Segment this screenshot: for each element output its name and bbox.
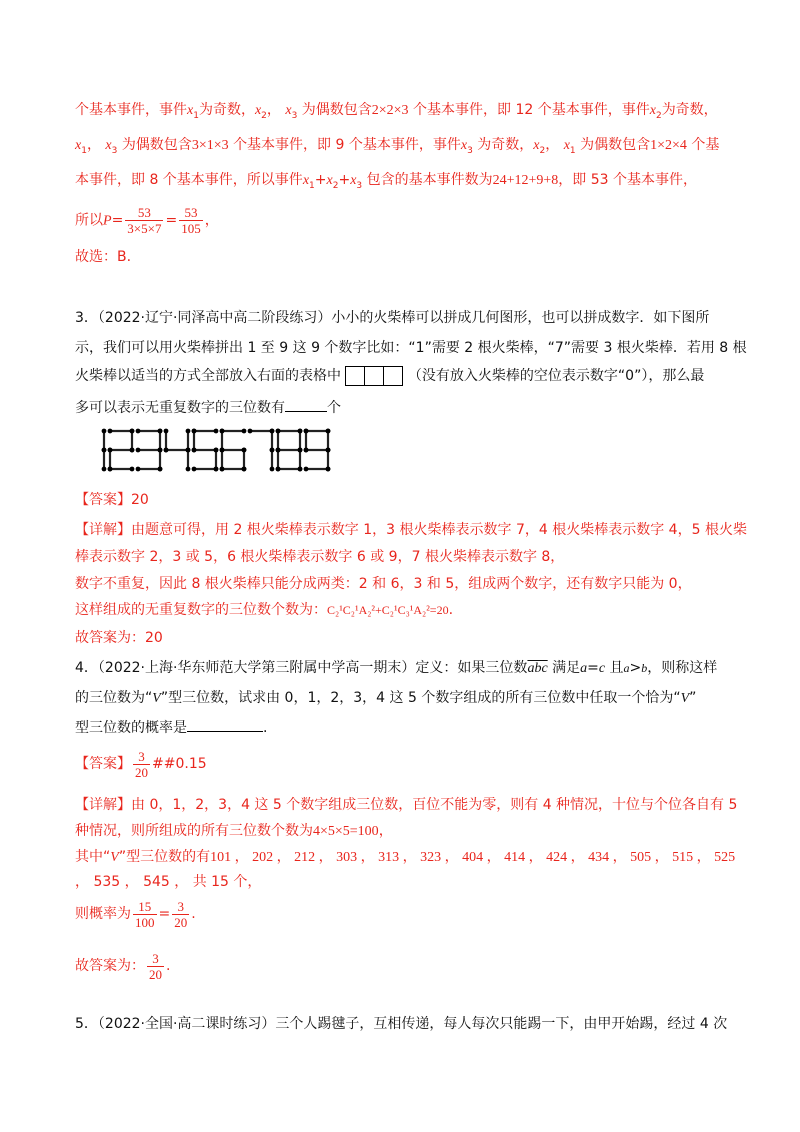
q3-detail-line-1: 【详解】由题意可得，用 2 根火柴棒表示数字 1，3 根火柴棒表示数字 7，4 根火柴棒表示数字 4，5 根火柴 xyxy=(75,522,747,538)
denominator: 20 xyxy=(174,914,188,930)
text: 包含的基本事件数为 xyxy=(366,172,493,188)
matchstick-head xyxy=(192,448,197,453)
matchstick-head xyxy=(214,429,219,434)
q4-answer xyxy=(75,748,207,780)
answer-blank xyxy=(285,411,327,412)
q4-final: 故答案为： $\frac{3}{20}$ . xyxy=(75,950,171,982)
text: ，即 53 个基本事件， xyxy=(558,172,697,188)
matchstick-head xyxy=(192,429,197,434)
text: ” xyxy=(689,690,697,706)
matchstick-head xyxy=(108,429,113,434)
text: 满足 xyxy=(552,660,581,676)
matchstick-digit-8 xyxy=(276,429,303,472)
fraction xyxy=(172,899,189,930)
q4-probability: 则概率为 $\frac{15}{100}$ = $\frac{3}{20}$ . xyxy=(75,898,196,930)
matchstick-head xyxy=(242,467,247,472)
text: 为偶数包含 xyxy=(580,137,651,153)
matchstick-head xyxy=(186,448,191,453)
matchstick-head xyxy=(164,448,169,453)
q4-detail-line-4: ， 535 ， 545 ， 共 15 个， xyxy=(75,874,262,890)
numerator: 53 xyxy=(179,205,203,221)
text: 【答案】 xyxy=(75,756,131,772)
matchstick-head xyxy=(220,448,225,453)
denominator: 20 xyxy=(135,764,148,780)
text: 为奇数， xyxy=(198,102,255,118)
q4-detail-line-3: 其中“V”型三位数的有101 ， 202 ， 212 ， 303 ， 313 ， 323 ， 404 ， 414 ， 424 ， 434 ， 505 ， 515 ， 525 xyxy=(75,849,736,865)
text: 为偶数包含 xyxy=(121,137,192,153)
matchstick-digit-5 xyxy=(192,429,219,472)
q2-probability: 所以P= $\frac{53}{3\times 5\times 7}$ = $\frac{53}{105}$ ， xyxy=(75,205,219,236)
matchstick-digit-7 xyxy=(248,429,275,472)
matchstick-head xyxy=(158,429,163,434)
matchstick-head xyxy=(136,448,141,453)
matchstick-head xyxy=(136,467,141,472)
matchstick-head xyxy=(298,448,303,453)
number-list: 101 ， 202 ， 212 ， 303 ， 313 ， 323 ， 404 ， 414 ， 424 ， 434 ， 505 ， 515 ， 525 xyxy=(210,850,736,865)
answer-blank xyxy=(187,731,263,732)
text: 型三位数的概率是 xyxy=(75,720,187,736)
matchstick-digit-1 xyxy=(102,429,107,472)
matchstick-head xyxy=(304,467,309,472)
fraction xyxy=(179,205,203,236)
numerator: 3 xyxy=(172,899,189,915)
matchstick-head xyxy=(130,467,135,472)
text: ”型三位数的有 xyxy=(118,849,211,865)
text: 种情况，则所组成的所有三位数个数为 xyxy=(75,823,313,839)
text: 个基本事件，即 9 个基本事件，事件 xyxy=(233,137,461,153)
denominator: 3×5×7 xyxy=(127,221,162,236)
text: 多可以表示无重复数字的三位数有 xyxy=(75,400,285,416)
numerator: 15 xyxy=(133,899,157,915)
text: 其中“ xyxy=(75,849,111,865)
text: 所以 xyxy=(75,212,103,229)
text: 4．（2022·上海·华东师范大学第三附属中学高一期末）定义：如果三位数 xyxy=(75,660,528,676)
q2-answer: 故选：B. xyxy=(75,249,132,265)
q3-detail-line-3: 数字不重复，因此 8 根火柴棒只能分成两类：2 和 6，3 和 5，组成两个数字，还有数字只能为 0， xyxy=(75,576,692,592)
q3-stem-line-2: 示，我们可以用火柴棒拼出 1 至 9 这 9 个数字比如：“1”需要 2 根火柴棒，“7”需要 3 根火柴棒．若用 8 根 xyxy=(75,340,747,356)
matchstick-head xyxy=(276,467,281,472)
matchstick-head xyxy=(108,448,113,453)
matchstick-head xyxy=(102,467,107,472)
numerator: 53 xyxy=(125,205,163,221)
matchstick-head xyxy=(136,429,141,434)
text: 则概率为 xyxy=(75,906,131,922)
text: 故答案为： xyxy=(75,958,145,974)
q3-answer: 【答案】20 xyxy=(75,492,149,508)
q3-detail-line-4: 这样组成的无重复数字的三位数个数为：C₂¹C₂¹A₂²+C₂¹C₃¹A₂²=20. xyxy=(75,602,454,618)
q4-detail-line-2: 种情况，则所组成的所有三位数个数为4×5×5=100， xyxy=(75,823,393,839)
text: 个基 xyxy=(691,137,720,153)
text: 个 xyxy=(327,400,341,416)
matchstick-digits-figure xyxy=(80,428,340,476)
q2-solution-line-3: 本事件，即 8 个基本事件，所以事件$x_1+x_2+x_3$ 包含的基本事件数为24+12+9+8，即 53 个基本事件， xyxy=(75,172,697,191)
text: 个基本事件，即 12 个基本事件，事件 xyxy=(413,102,650,118)
three-cell-table xyxy=(345,366,403,386)
matchstick-digit-6 xyxy=(220,429,247,472)
matchstick-head xyxy=(214,467,219,472)
matchstick-head xyxy=(158,448,163,453)
matchstick-head xyxy=(248,429,253,434)
q3-detail-line-2: 棒表示数字 2，3 或 5，6 根火柴棒表示数字 6 或 9，7 根火柴棒表示数字 8， xyxy=(75,549,565,565)
matchstick-head xyxy=(304,429,309,434)
count-formula: 4×5×5=100 xyxy=(313,824,379,839)
matchstick-head xyxy=(220,467,225,472)
matchstick-head xyxy=(186,467,191,472)
matchstick-head xyxy=(102,429,107,434)
matchstick-head xyxy=(192,467,197,472)
matchstick-head xyxy=(326,448,331,453)
q3-stem-line-1: 3．（2022·辽宁·同泽高中高二阶段练习）小小的火柴棒可以拼成几何图形，也可以拼成数字．如下图所 xyxy=(75,310,710,326)
text: ##0.15 xyxy=(152,756,207,772)
matchstick-head xyxy=(270,429,275,434)
matchstick-head xyxy=(298,467,303,472)
text: ，则称这样 xyxy=(647,660,718,676)
fraction xyxy=(125,205,163,236)
matchstick-head xyxy=(158,467,163,472)
matchstick-head xyxy=(304,448,309,453)
denominator: 20 xyxy=(149,966,162,982)
text: （没有放入火柴棒的空位表示数字“0”），那么最 xyxy=(407,368,705,384)
matchstick-head xyxy=(214,448,219,453)
matchstick-head xyxy=(276,429,281,434)
text: 火柴棒以适当的方式全部放入右面的表格中 xyxy=(75,368,341,384)
matchstick-head xyxy=(270,467,275,472)
text: 的三位数为“ xyxy=(75,690,153,706)
q5-stem-line-1: 5．（2022·全国·高二课时练习）三个人踢毽子，互相传递，每人每次只能踢一下，由甲开始踢，经过 4 次 xyxy=(75,1016,728,1032)
matchstick-head xyxy=(242,429,247,434)
matchstick-head xyxy=(130,429,135,434)
combination-formula: C₂¹C₂¹A₂²+C₂¹C₃¹A₂²=20 xyxy=(327,603,449,617)
matchstick-head xyxy=(270,448,275,453)
q2-solution-line-1: 个基本事件，事件$x_1$为奇数，$x_2$， $x_3$ 为偶数包含2×2×3 个基本事件，即 12 个基本事件，事件$x_2$为奇数， xyxy=(75,102,718,121)
text: 个基本事件，事件 xyxy=(75,102,187,118)
text: 这样组成的无重复数字的三位数个数为： xyxy=(75,602,327,618)
q4-detail-line-1: 【详解】由 0，1，2，3，4 这 5 个数字组成三位数，百位不能为零，则有 4 种情况，十位与个位各自有 5 xyxy=(75,797,738,813)
matchstick-head xyxy=(164,429,169,434)
matchstick-head xyxy=(130,448,135,453)
matchstick-head xyxy=(220,429,225,434)
q4-stem-line-3: 型三位数的概率是 . xyxy=(75,720,268,736)
text: 为奇数， xyxy=(477,137,534,153)
text: 且 xyxy=(609,660,624,676)
text: 本事件，即 8 个基本事件，所以事件 xyxy=(75,172,303,188)
matchstick-head xyxy=(276,448,281,453)
denominator: 100 xyxy=(135,914,155,930)
numerator: 3 xyxy=(147,951,164,967)
numerator: 3 xyxy=(133,749,150,765)
q4-stem-line-2: 的三位数为“V”型三位数，试求由 0，1，2，3，4 这 5 个数字组成的所有三位数中任取一个恰为“V” xyxy=(75,690,697,706)
matchstick-head xyxy=(108,467,113,472)
matchstick-head xyxy=(242,448,247,453)
matchstick-digit-9 xyxy=(304,429,331,472)
matchstick-head xyxy=(326,429,331,434)
text: ”型三位数，试求由 0，1，2，3，4 这 5 个数字组成的所有三位数中任取一个恰为“ xyxy=(160,690,681,706)
q3-stem-line-4 xyxy=(75,398,341,418)
text: 为奇数， xyxy=(661,102,718,118)
matchstick-digit-4 xyxy=(164,429,191,472)
q3-final: 故答案为：20 xyxy=(75,630,163,646)
matchstick-head xyxy=(326,467,331,472)
q3-stem-line-3 xyxy=(75,366,704,386)
denominator: 105 xyxy=(181,221,201,236)
text: 为偶数包含 xyxy=(301,102,372,118)
matchstick-head xyxy=(186,429,191,434)
fraction xyxy=(147,951,164,982)
fraction xyxy=(133,749,150,780)
matchstick-digit-3 xyxy=(136,429,163,472)
matchstick-digit-2 xyxy=(108,429,135,472)
q2-solution-line-2: $x_1$， $x_3$ 为偶数包含3×1×3 个基本事件，即 9 个基本事件，事件$x_3$ 为奇数，$x_2$， $x_1$ 为偶数包含1×2×4 个基 xyxy=(75,137,720,156)
q4-stem-line-1: 4．（2022·上海·华东师范大学第三附属中学高一期末）定义：如果三位数$\overline{abc}$ 满足a=c 且a>b，则称这样 xyxy=(75,660,718,676)
matchstick-head xyxy=(298,429,303,434)
matchstick-head xyxy=(102,448,107,453)
fraction xyxy=(133,899,157,930)
